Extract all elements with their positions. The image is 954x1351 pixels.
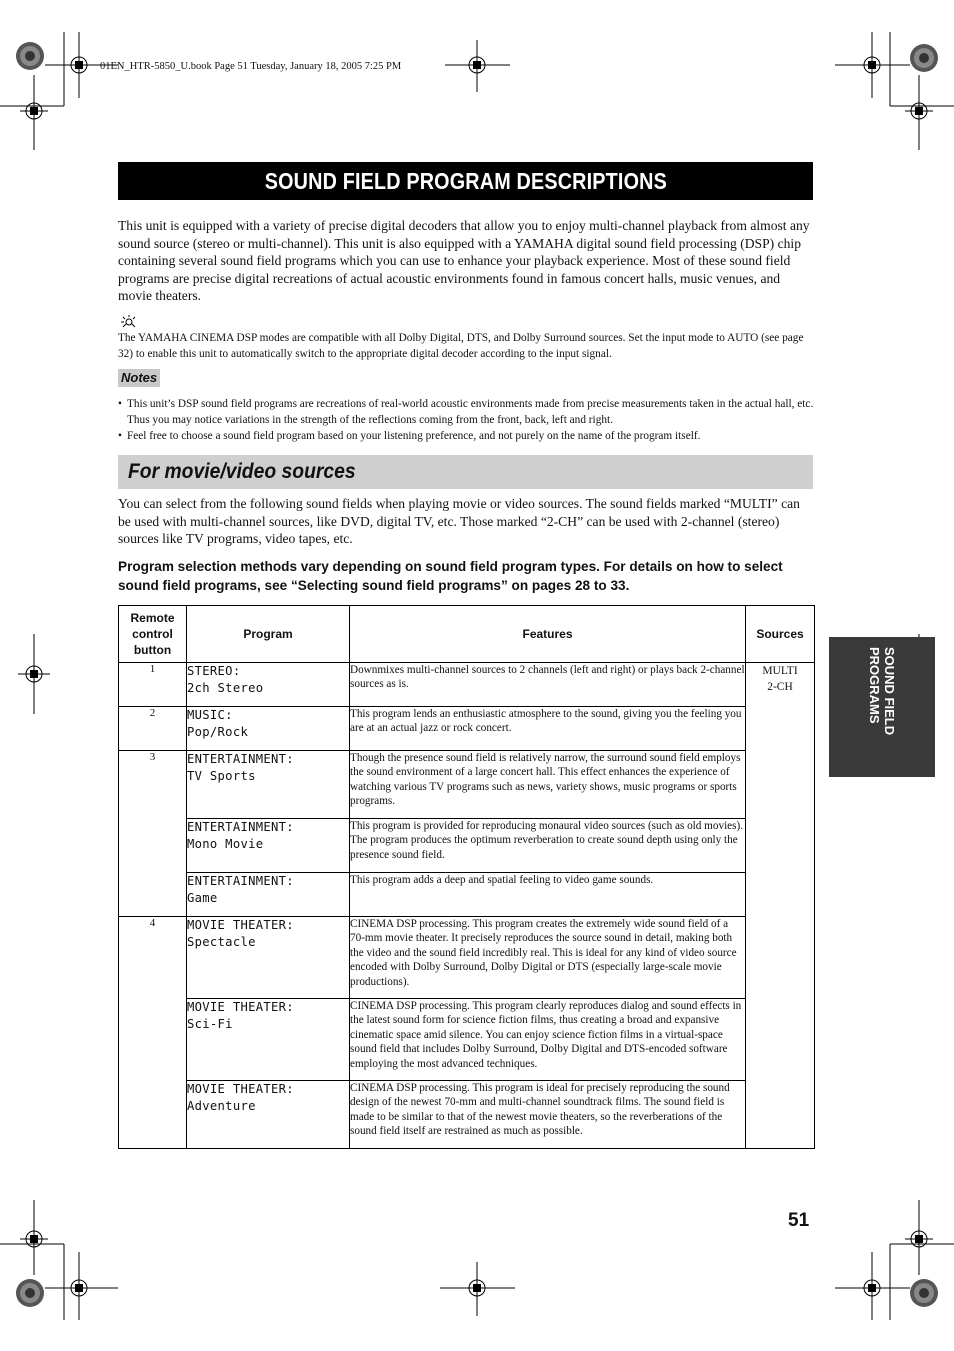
file-header: 01EN_HTR-5850_U.book Page 51 Tuesday, January 18, 2005 7:25 PM	[100, 61, 402, 72]
table-row	[119, 663, 815, 707]
features-cell: Downmixes multi-channel sources to 2 channels (left and right) or plays back 2-channel sources as is.	[350, 663, 746, 707]
table-row	[119, 707, 815, 751]
table-row	[119, 819, 815, 873]
table-row	[119, 751, 815, 819]
features-cell: CINEMA DSP processing. This program is ideal for precisely reproducing the sound design of the newest 70-mm and multi-channel soundtrack films. The sound field is made to be similar to that of the newest movie theaters, so the reverberations of the sound field itself are restrained as much as possible.	[350, 1081, 746, 1149]
program-cell: ENTERTAINMENT: Mono Movie	[187, 819, 350, 873]
features-cell: This program adds a deep and spatial feeling to video game sounds.	[350, 873, 746, 917]
table-row	[119, 917, 815, 999]
program-cell: ENTERTAINMENT: TV Sports	[187, 751, 350, 819]
sound-field-table	[118, 605, 815, 1149]
program-cell: MOVIE THEATER: Sci-Fi	[187, 999, 350, 1081]
intro-paragraph: This unit is equipped with a variety of precise digital decoders that allow you to enjoy multi-channel playback from almost any sound source (stereo or multi-channel). This unit is also equipped with a YAMAHA digital sound field processing (DSP) chip containing several sound field programs which you can use to enhance your playback experience. Most of these sound field programs are precise digital recreations of actual acoustic environments found in famous concert halls, music venues, and movie theaters.	[118, 218, 810, 304]
notes-label: Notes	[118, 369, 160, 387]
header-button: Remote control button	[119, 606, 187, 663]
section-intro: You can select from the following sound fields when playing movie or video sources. The sound fields marked “MULTI” can be used with multi-channel sources, like DVD, digital TV, etc. Those marked “2-CH” can be used with 2-channel (stereo) sources like TV programs, video tapes, etc.	[118, 496, 800, 547]
program-cell: MUSIC: Pop/Rock	[187, 707, 350, 751]
features-cell: This program is provided for reproducing monaural video sources (such as old movies). The program produces the optimum reverberation to create sound depth using only the presence sound field.	[350, 819, 746, 873]
section-title: For movie/video sources	[118, 455, 813, 489]
features-cell: CINEMA DSP processing. This program clearly reproduces dialog and sound effects in the latest sound form for science fiction films, thus creating a broad and expansive cinematic space amid silence. You can enjoy science fiction films in a virtual-space sound field that includes Dolby Surround, Dolby Digital and DTS-encoded software employing the most advanced techniques.	[350, 999, 746, 1081]
table-row	[119, 999, 815, 1081]
sources-cell: MULTI 2-CH	[746, 663, 815, 1149]
side-tab	[829, 637, 935, 777]
program-cell: MOVIE THEATER: Adventure	[187, 1081, 350, 1149]
features-cell: CINEMA DSP processing. This program creates the extremely wide sound field of a 70-mm movie theater. It precisely reproduces the source sound in detail, making both the video and the sound field incredibly real. This is ideal for any kind of video source encoded with Dolby Surround, Dolby Digital or DTS (especially large-scale movie productions).	[350, 917, 746, 999]
table-row	[119, 1081, 815, 1149]
features-cell: Though the presence sound field is relatively narrow, the surround sound field employs the sound environment of a large concert hall. This effect enhances the experience of watching various TV programs such as news, variety shows, music programs or sports programs.	[350, 751, 746, 819]
button-cell: 1	[119, 663, 187, 707]
header-features: Features	[350, 606, 746, 663]
page-number: 51	[788, 1210, 810, 1231]
program-cell: ENTERTAINMENT: Game	[187, 873, 350, 917]
features-cell: This program lends an enthusiastic atmosphere to the sound, giving you the feeling you are at an actual jazz or rock concert.	[350, 707, 746, 751]
selection-note: Program selection methods vary depending on sound field program types. For details on how to select sound field programs, see “Selecting sound field programs” on pages 28 to 33.	[118, 559, 783, 593]
notes-list	[118, 397, 814, 444]
button-cell: 4	[119, 917, 187, 1149]
note-item: • Feel free to choose a sound field program based on your listening preference, and not purely on the name of the program itself.	[118, 429, 814, 445]
program-cell: STEREO: 2ch Stereo	[187, 663, 350, 707]
button-cell: 3	[119, 751, 187, 917]
header-program: Program	[187, 606, 350, 663]
table-row	[119, 873, 815, 917]
tip-text: The YAMAHA CINEMA DSP modes are compatible with all Dolby Digital, DTS, and Dolby Surround sources. Set the input mode to AUTO (see page 32) to enable this unit to automatically switch to the appropriate digital decoder according to the input signal.	[118, 332, 804, 360]
program-cell: MOVIE THEATER: Spectacle	[187, 917, 350, 999]
side-tab-label: SOUND FIELD PROGRAMS	[867, 647, 897, 736]
page-title: SOUND FIELD PROGRAM DESCRIPTIONS	[118, 162, 813, 200]
table-header-row	[119, 606, 815, 663]
header-sources: Sources	[746, 606, 815, 663]
button-cell: 2	[119, 707, 187, 751]
lightbulb-icon	[120, 314, 136, 328]
note-item: • This unit’s DSP sound field programs are recreations of real-world acoustic environments made from precise measurements taken in the actual hall, etc. Thus you may notice variations in the strength of the reflections coming from the front, back, left and right.	[118, 397, 814, 429]
